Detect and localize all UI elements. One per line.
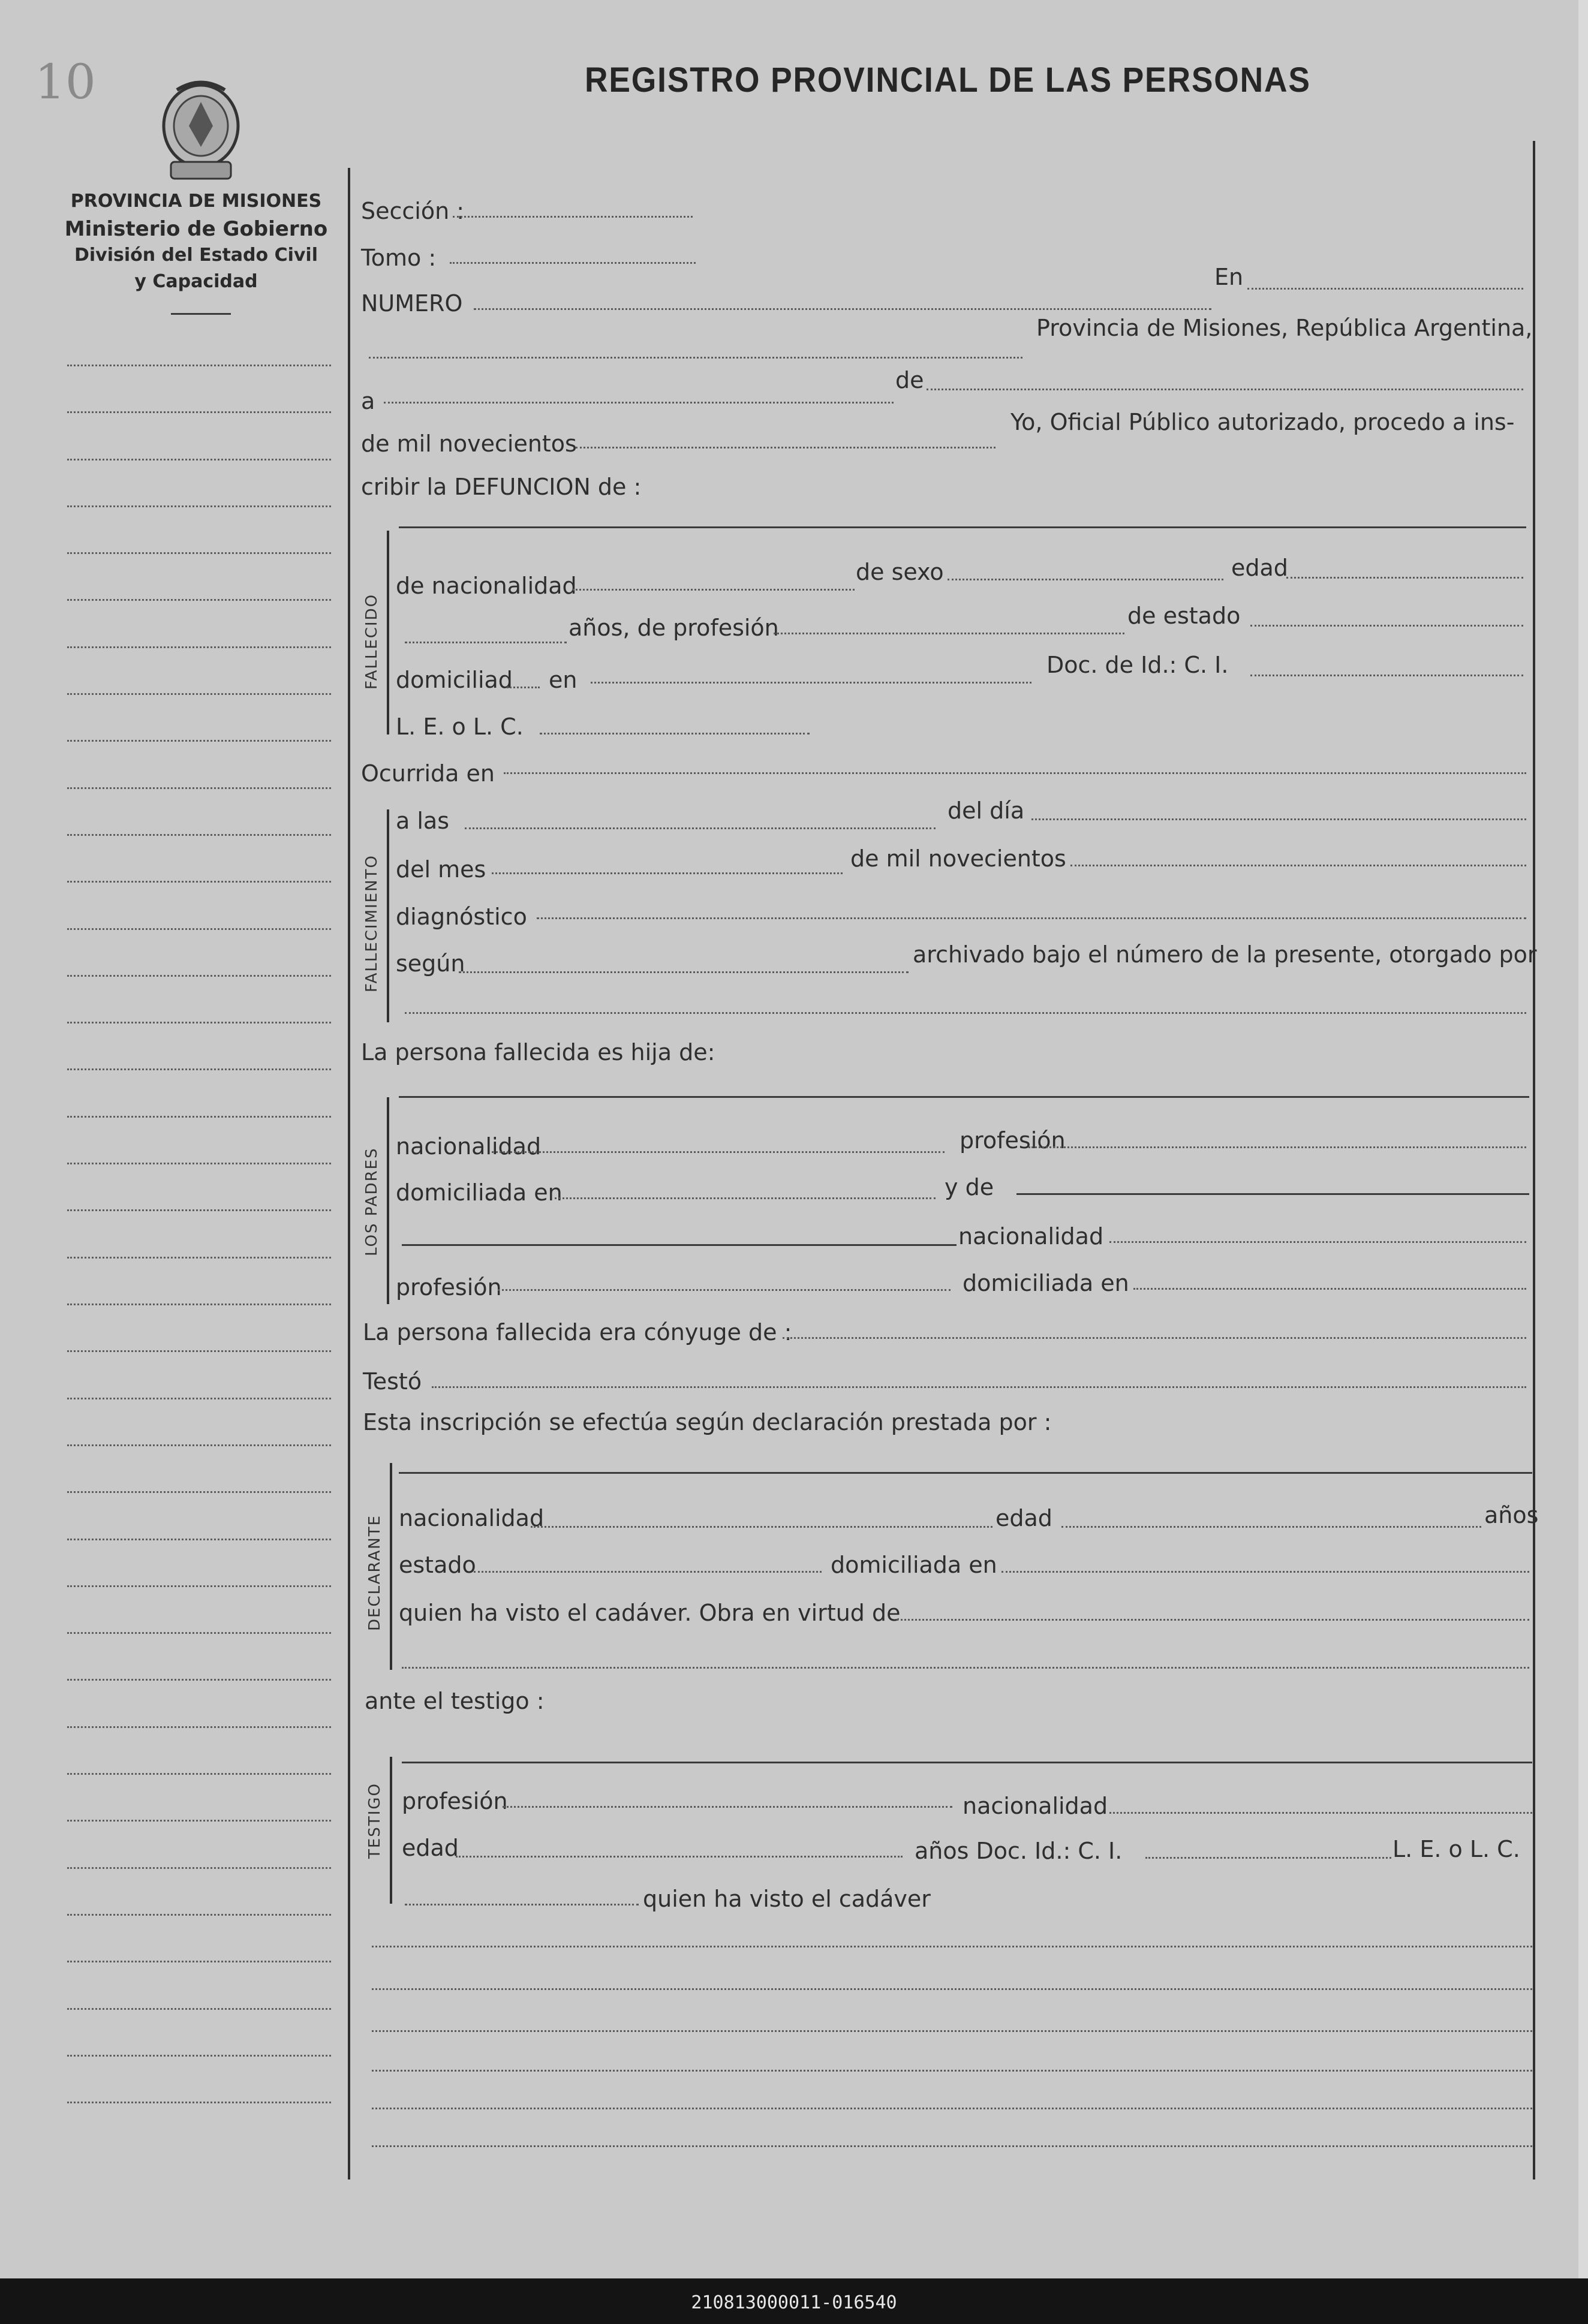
a-field[interactable] <box>384 402 894 404</box>
right-margin-rule <box>1533 141 1535 2179</box>
de-mil-novecientos-label: de mil novecientos <box>361 431 577 457</box>
dept-line-3: División del Estado Civil <box>74 245 318 266</box>
fallecido-side-label: FALLECIDO <box>363 593 381 690</box>
t-doc-field[interactable] <box>1145 1857 1391 1859</box>
note-line[interactable] <box>372 2145 1532 2147</box>
hija-de-label: La persona fallecida es hija de: <box>361 1039 715 1065</box>
note-line[interactable] <box>372 1988 1532 1990</box>
margin-note-line[interactable] <box>67 1022 331 1023</box>
page-number: 10 <box>35 54 96 110</box>
de-mil-nov-label: de mil novecientos <box>850 845 1066 872</box>
margin-note-line[interactable] <box>67 599 331 601</box>
t-nacionalidad-label: nacionalidad <box>963 1793 1108 1819</box>
margin-note-line[interactable] <box>67 834 331 836</box>
margin-note-line[interactable] <box>67 1444 331 1446</box>
declarante-name-field[interactable] <box>399 1472 1532 1474</box>
testigo-bracket <box>390 1757 392 1904</box>
margin-note-line[interactable] <box>67 1820 331 1822</box>
hora-field[interactable] <box>465 827 936 829</box>
de-label: de <box>895 367 924 393</box>
conyuge-label: La persona fallecida era cónyuge de : <box>363 1319 792 1345</box>
madre-domicilio-field[interactable] <box>1133 1288 1526 1290</box>
le-lc-field[interactable] <box>540 733 810 734</box>
form-title: REGISTRO PROVINCIAL DE LAS PERSONAS <box>585 61 1311 100</box>
seccion-label: Sección : <box>361 198 465 224</box>
dia-field[interactable] <box>1031 818 1526 820</box>
margin-note-line[interactable] <box>67 459 331 460</box>
estado-field[interactable] <box>1250 625 1523 627</box>
profesion-field[interactable] <box>774 633 1124 634</box>
margin-note-line[interactable] <box>67 740 331 742</box>
ocurrida-field[interactable] <box>504 772 1526 774</box>
page-edge <box>1578 0 1588 2278</box>
margin-note-line[interactable] <box>67 365 331 366</box>
margin-note-line[interactable] <box>67 1209 331 1211</box>
mes-field[interactable] <box>492 872 843 874</box>
margin-note-line[interactable] <box>67 693 331 695</box>
madre-domicilio-label: domiciliada en <box>963 1270 1129 1296</box>
fallecimiento-side-label: FALLECIMIENTO <box>363 854 381 992</box>
doc-id-field[interactable] <box>1250 675 1523 676</box>
margin-note-line[interactable] <box>67 1539 331 1540</box>
t-edad-field[interactable] <box>456 1856 903 1858</box>
sexo-field[interactable] <box>948 579 1223 580</box>
dept-line-4: y Capacidad <box>134 271 258 292</box>
diagnostico-field[interactable] <box>537 917 1526 919</box>
margin-note-line[interactable] <box>67 505 331 507</box>
padre-name-field[interactable] <box>399 1096 1529 1098</box>
margin-note-line[interactable] <box>67 1116 331 1118</box>
tomo-field[interactable] <box>450 262 696 264</box>
margin-note-line[interactable] <box>67 1163 331 1164</box>
de-field[interactable] <box>927 389 1523 390</box>
margin-note-line[interactable] <box>67 1350 331 1352</box>
margin-note-line[interactable] <box>67 1491 331 1493</box>
testo-field[interactable] <box>432 1386 1526 1388</box>
testo-label: Testó <box>363 1368 422 1395</box>
note-line[interactable] <box>372 2070 1532 2072</box>
t-profesion-field[interactable] <box>503 1806 952 1808</box>
lugar-field[interactable] <box>369 357 1022 359</box>
dept-line-1: PROVINCIA DE MISIONES <box>70 191 322 212</box>
archivado-text: archivado bajo el número de la presente, otorgado por <box>913 941 1537 968</box>
margin-note-line[interactable] <box>67 928 331 930</box>
padres-side-label: LOS PADRES <box>363 1147 381 1256</box>
padre-profesion-label: profesión <box>960 1127 1066 1154</box>
edad-field[interactable] <box>1286 577 1523 579</box>
margin-note-line[interactable] <box>67 1914 331 1916</box>
left-margin-rule <box>348 168 350 2179</box>
note-line[interactable] <box>372 2108 1532 2109</box>
provincial-seal-icon <box>150 78 252 186</box>
dec-domicilio-label: domiciliada en <box>831 1552 997 1578</box>
en-label: En <box>1214 264 1244 290</box>
t-profesion-label: profesión <box>402 1788 508 1814</box>
doc-id-label: Doc. de Id.: C. I. <box>1046 652 1229 678</box>
note-line[interactable] <box>372 1946 1532 1947</box>
dept-underline <box>171 313 231 315</box>
margin-note-line[interactable] <box>67 2102 331 2103</box>
madre-nacionalidad-label: nacionalidad <box>958 1223 1104 1250</box>
note-line[interactable] <box>372 2030 1532 2032</box>
madre-name-field[interactable] <box>1016 1193 1529 1195</box>
margin-note-line[interactable] <box>67 975 331 977</box>
declarante-side-label: DECLARANTE <box>366 1514 384 1631</box>
padre-domicilio-label: domiciliada en <box>396 1179 563 1206</box>
margin-note-line[interactable] <box>67 787 331 789</box>
testigo-side-label: TESTIGO <box>366 1783 384 1859</box>
estado-label: de estado <box>1127 603 1241 629</box>
t-visto-text: quien ha visto el cadáver <box>643 1886 931 1912</box>
diagnostico-label: diagnóstico <box>396 904 527 930</box>
padre-domicilio-field[interactable] <box>555 1197 936 1199</box>
fallecido-bracket <box>387 531 389 734</box>
dec-domicilio-field[interactable] <box>1001 1571 1529 1573</box>
numero-label: NUMERO <box>361 290 463 317</box>
madre-name-continued-field[interactable] <box>402 1244 957 1246</box>
t-le-lc-label: L. E. o L. C. <box>1392 1836 1520 1862</box>
ocurrida-label: Ocurrida en <box>361 760 495 787</box>
y-de-label: y de <box>945 1174 994 1200</box>
margin-note-line[interactable] <box>67 411 331 413</box>
margin-note-line[interactable] <box>67 881 331 883</box>
ano-fallecimiento-field[interactable] <box>1070 865 1526 866</box>
dec-estado-label: estado <box>399 1552 476 1578</box>
nacionalidad-label: de nacionalidad <box>396 573 577 599</box>
sexo-label: de sexo <box>856 559 944 585</box>
tomo-label: Tomo : <box>361 245 437 271</box>
domiciliad-label: domiciliad <box>396 667 513 693</box>
inscripcion-label: Esta inscripción se efectúa según declaración prestada por : <box>363 1409 1052 1435</box>
dec-estado-field[interactable] <box>474 1571 822 1573</box>
le-lc-label: L. E. o L. C. <box>396 714 524 740</box>
t-visto-field[interactable] <box>405 1904 639 1905</box>
del-mes-label: del mes <box>396 856 486 883</box>
obra-virtud-continued-field[interactable] <box>402 1667 1529 1669</box>
madre-profesion-label: profesión <box>396 1274 502 1301</box>
dept-line-2: Ministerio de Gobierno <box>64 217 328 241</box>
a-label: a <box>361 388 375 414</box>
a-las-label: a las <box>396 808 450 834</box>
t-nacionalidad-field[interactable] <box>1109 1812 1532 1814</box>
conyuge-field[interactable] <box>783 1337 1526 1339</box>
domiciliad-suffix-field[interactable] <box>507 687 540 688</box>
margin-note-line[interactable] <box>67 646 331 648</box>
t-anos-doc-label: años Doc. Id.: C. I. <box>915 1838 1123 1864</box>
margin-note-line[interactable] <box>67 1961 331 1962</box>
segun-field[interactable] <box>459 971 909 973</box>
declarante-bracket <box>390 1463 392 1670</box>
padres-bracket <box>387 1097 389 1304</box>
margin-note-line[interactable] <box>67 1068 331 1070</box>
padre-nacionalidad-field[interactable] <box>492 1151 945 1153</box>
madre-nacionalidad-field[interactable] <box>1109 1241 1526 1243</box>
footer-code: 210813000011-016540 <box>691 2292 897 2313</box>
margin-note-line[interactable] <box>67 1867 331 1869</box>
visto-text: quien ha visto el cadáver. Obra en virtud de <box>399 1600 901 1626</box>
padre-nacionalidad-label: nacionalidad <box>396 1133 542 1160</box>
fallecido-name-field[interactable] <box>399 526 1526 528</box>
provincia-text: Provincia de Misiones, República Argentina, <box>1036 315 1533 341</box>
ante-testigo-label: ante el testigo : <box>365 1688 545 1714</box>
t-edad-label: edad <box>402 1835 459 1861</box>
seccion-field[interactable] <box>453 216 693 218</box>
fallecimiento-bracket <box>387 809 389 1022</box>
del-dia-label: del día <box>948 797 1025 824</box>
dec-nacionalidad-field[interactable] <box>531 1526 992 1528</box>
cribir-text: cribir la DEFUNCION de : <box>361 474 642 500</box>
margin-note-line[interactable] <box>67 1726 331 1728</box>
margin-note-line[interactable] <box>67 552 331 554</box>
segun-label: según <box>396 950 465 977</box>
margin-note-line[interactable] <box>67 1585 331 1587</box>
anos-profesion-label: años, de profesión <box>569 615 779 641</box>
dec-edad-field[interactable] <box>1061 1526 1481 1528</box>
testigo-name-field[interactable] <box>402 1762 1532 1763</box>
margin-note-line[interactable] <box>67 2008 331 2010</box>
yo-oficial-text: Yo, Oficial Público autorizado, procedo a ins- <box>1010 409 1515 435</box>
domicilio-field[interactable] <box>591 682 1031 684</box>
margin-note-line[interactable] <box>67 1257 331 1259</box>
padre-profesion-field[interactable] <box>1028 1146 1526 1148</box>
ano-field[interactable] <box>576 447 995 448</box>
margin-note-line[interactable] <box>67 1632 331 1634</box>
anos-field[interactable] <box>405 642 567 643</box>
dec-anos-label: años <box>1484 1502 1539 1528</box>
dec-nacionalidad-label: nacionalidad <box>399 1505 545 1531</box>
edad-label: edad <box>1231 555 1288 581</box>
numero-field[interactable] <box>474 308 1211 310</box>
margin-note-line[interactable] <box>67 1398 331 1399</box>
madre-profesion-field[interactable] <box>498 1289 951 1291</box>
margin-note-line[interactable] <box>67 1773 331 1775</box>
en-field[interactable] <box>1247 288 1523 290</box>
en-domicilio-label: en <box>549 667 578 693</box>
obra-virtud-field[interactable] <box>897 1619 1529 1621</box>
margin-note-line[interactable] <box>67 1304 331 1305</box>
margin-note-line[interactable] <box>67 2055 331 2057</box>
margin-note-line[interactable] <box>67 1679 331 1681</box>
dec-edad-label: edad <box>995 1505 1052 1531</box>
otorgado-field[interactable] <box>405 1012 1526 1014</box>
nacionalidad-field[interactable] <box>573 589 855 591</box>
